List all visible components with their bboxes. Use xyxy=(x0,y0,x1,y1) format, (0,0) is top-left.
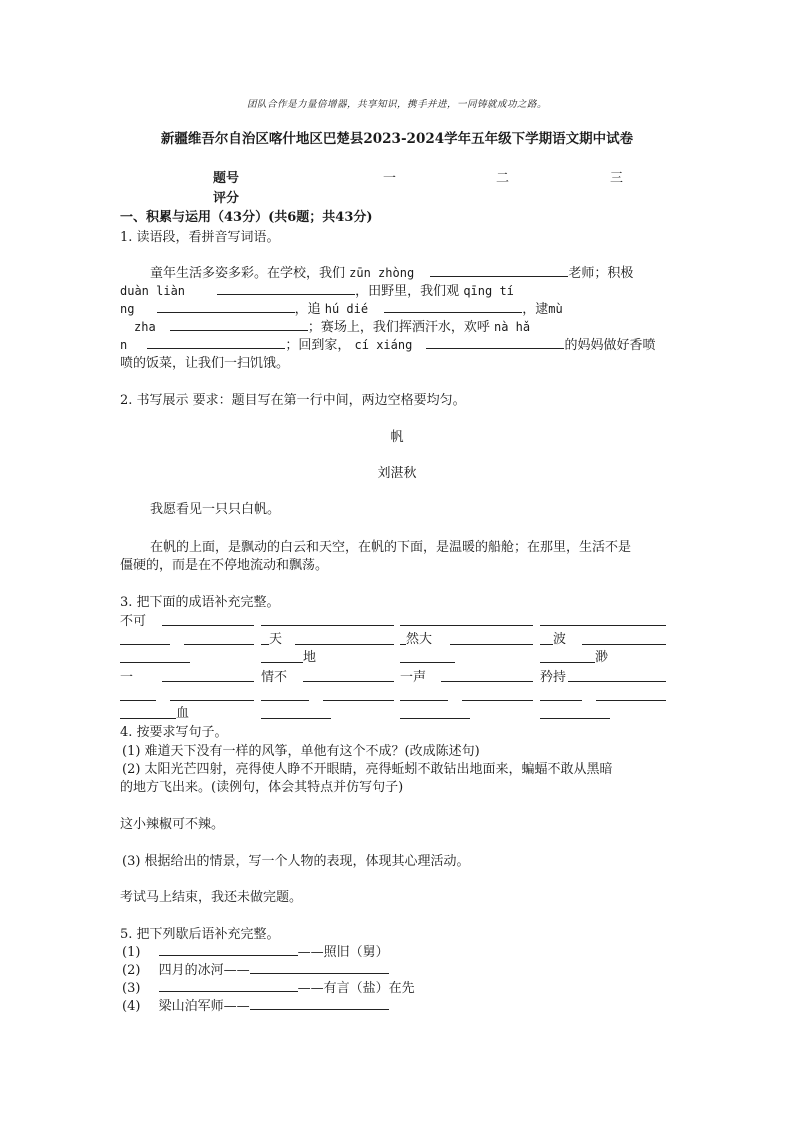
idiom-blank[interactable] xyxy=(400,718,470,719)
q1-line5-end: 的妈妈做好香喷 xyxy=(564,338,656,353)
q5-item-4-text: 梁山泊军师—— xyxy=(158,999,250,1014)
q4-example-sentence: 这小辣椒可不辣。 xyxy=(120,817,225,832)
question-3-prompt: 3. 把下面的成语补充完整。 xyxy=(120,595,280,610)
idiom-blank[interactable] xyxy=(400,700,448,701)
q4-item-2a: (2) 太阳光芒四射，亮得使人睁不开眼睛，亮得蚯蚓不敢钻出地面来，蝙蝠不敢从黑暗 xyxy=(122,762,613,777)
q1-line5-mid: ；回到家， xyxy=(285,338,351,353)
idiom-char: 然大 xyxy=(406,632,433,647)
poem-paragraph-2a: 在帆的上面，是飘动的白云和天空，在帆的下面，是温暖的船舱；在那里，生活不是 xyxy=(150,540,632,555)
idiom-blank[interactable] xyxy=(261,625,394,626)
idiom-char: 地 xyxy=(303,650,317,665)
q5-item-2-text: 四月的冰河—— xyxy=(158,963,250,978)
idiom-char: 不可 xyxy=(120,614,147,629)
idiom-blank[interactable] xyxy=(596,700,666,701)
idiom-blank[interactable] xyxy=(184,644,254,645)
q1-pinyin-mu: mù xyxy=(548,302,563,316)
q1-pinyin-hudie: hú dié xyxy=(324,302,369,316)
q5-blank-2[interactable] xyxy=(250,960,389,974)
q5-item-1-text: ——照旧（舅） xyxy=(297,945,389,960)
idiom-blank[interactable] xyxy=(568,681,666,682)
idiom-char: 矜持 xyxy=(540,670,567,685)
idiom-blank[interactable] xyxy=(540,625,666,626)
q1-line3-mid: ，追 xyxy=(294,302,321,317)
section-heading: 一、积累与运用（43分）(共6题；共43分) xyxy=(120,210,373,225)
idiom-blank[interactable] xyxy=(120,644,170,645)
poem-author: 刘湛秋 xyxy=(377,466,417,481)
q4-scenario: 考试马上结束，我还未做完题。 xyxy=(120,890,303,905)
q1-line-2 xyxy=(120,280,514,299)
q4-item-3: (3) 根据给出的情景，写一个人物的表现，体现其心理活动。 xyxy=(122,854,470,869)
header-motto: 团队合作是力量倍增器，共享知识，携手并进，一同铸就成功之路。 xyxy=(246,99,547,110)
q1-blank-6[interactable] xyxy=(147,335,285,349)
idiom-blank[interactable] xyxy=(261,718,331,719)
idiom-blank[interactable] xyxy=(170,700,254,701)
idiom-blank[interactable] xyxy=(261,644,269,645)
page-title: 新疆维吾尔自治区喀什地区巴楚县2023-2024学年五年级下学期语文期中试卷 xyxy=(160,131,634,147)
poem-paragraph-2b: 僵硬的，而是在不停地流动和飘荡。 xyxy=(120,558,329,573)
q5-blank-3[interactable] xyxy=(159,978,298,992)
q5-blank-4[interactable] xyxy=(250,996,389,1010)
q1-pinyin-cixiang: cí xiáng xyxy=(354,338,413,352)
idiom-blank[interactable] xyxy=(450,644,533,645)
q5-item-3-number: (3) xyxy=(122,981,141,996)
idiom-blank[interactable] xyxy=(441,681,533,682)
q1-pinyin-zha: zha xyxy=(134,320,156,334)
q1-line-6: 喷的饭菜，让我们一扫饥饿。 xyxy=(120,356,290,371)
idiom-blank[interactable] xyxy=(261,662,303,663)
q1-blank-1[interactable] xyxy=(430,263,568,277)
idiom-blank[interactable] xyxy=(540,718,610,719)
q5-item-3 xyxy=(122,977,415,996)
q5-item-1-number: (1) xyxy=(122,945,141,960)
q1-pinyin-n: n xyxy=(120,338,128,352)
idiom-blank[interactable] xyxy=(120,718,176,719)
q5-item-4-number: (4) xyxy=(122,999,141,1014)
idiom-blank[interactable] xyxy=(295,644,394,645)
q5-item-2 xyxy=(122,959,389,978)
q5-item-4 xyxy=(122,995,389,1014)
q1-blank-5[interactable] xyxy=(170,317,308,331)
q1-line1-end: 老师；积极 xyxy=(568,266,634,281)
idiom-char: 渺 xyxy=(595,650,609,665)
q1-pinyin-duanlian: duàn liàn xyxy=(120,284,186,298)
question-5-prompt: 5. 把下列歇后语补充完整。 xyxy=(120,927,280,942)
q1-blank-3[interactable] xyxy=(157,299,295,313)
q5-item-3-text: ——有言（盐）在先 xyxy=(297,981,415,996)
question-2-prompt: 2. 书写展示 要求：题目写在第一行中间，两边空格要均匀。 xyxy=(120,393,466,408)
question-4-prompt: 4. 按要求写句子。 xyxy=(120,725,228,740)
idiom-blank[interactable] xyxy=(162,625,254,626)
idiom-char: 波 xyxy=(553,632,567,647)
score-table-col-2: 二 xyxy=(496,171,510,186)
idiom-blank[interactable] xyxy=(162,681,254,682)
score-table-col-label: 题号 xyxy=(213,171,240,186)
idiom-blank[interactable] xyxy=(540,662,595,663)
idiom-blank[interactable] xyxy=(540,700,582,701)
q1-blank-7[interactable] xyxy=(426,335,564,349)
q1-line-3 xyxy=(120,298,563,317)
idiom-blank[interactable] xyxy=(120,700,156,701)
idiom-char: 天 xyxy=(269,632,283,647)
idiom-blank[interactable] xyxy=(462,700,533,701)
q1-line-1 xyxy=(150,262,633,281)
q1-line2-mid: ，田野里，我们观 xyxy=(355,284,460,299)
idiom-blank[interactable] xyxy=(120,662,190,663)
q5-item-1 xyxy=(122,941,389,960)
q1-line1-text: 童年生活多姿多彩。在学校，我们 xyxy=(150,266,346,281)
q1-pinyin-nahan: nà hǎ xyxy=(493,320,531,334)
q1-pinyin-ng: ng xyxy=(120,302,135,316)
score-table-row-label: 评分 xyxy=(213,191,240,206)
q1-blank-4[interactable] xyxy=(384,299,522,313)
idiom-blank[interactable] xyxy=(261,700,309,701)
idiom-blank[interactable] xyxy=(582,644,666,645)
q4-item-1: (1) 难道天下没有一样的风筝，单他有这个不成？(改成陈述句) xyxy=(122,744,480,759)
q1-blank-2[interactable] xyxy=(217,281,355,295)
idiom-char: 一 xyxy=(120,670,134,685)
question-1-prompt: 1. 读语段，看拼音写词语。 xyxy=(120,230,280,245)
poem-title: 帆 xyxy=(390,430,404,445)
idiom-blank[interactable] xyxy=(400,662,455,663)
q5-item-2-number: (2) xyxy=(122,963,141,978)
score-table-col-1: 一 xyxy=(383,171,397,186)
idiom-char: 血 xyxy=(176,706,190,721)
q1-line-5 xyxy=(120,334,655,353)
score-table-col-3: 三 xyxy=(610,171,624,186)
idiom-char: 一声 xyxy=(400,670,427,685)
idiom-char: 情不 xyxy=(261,670,288,685)
q1-line4-mid: ；赛场上，我们挥洒汗水，欢呼 xyxy=(307,320,490,335)
poem-paragraph-1: 我愿看见一只只白帆。 xyxy=(150,502,281,517)
idiom-blank[interactable] xyxy=(540,644,553,645)
q1-line3-end: ，逮 xyxy=(522,302,549,317)
idiom-blank[interactable] xyxy=(303,681,394,682)
q1-pinyin-qingting: qīng tí xyxy=(463,284,514,298)
q4-item-2b: 的地方飞出来。(读例句，体会其特点并仿写句子) xyxy=(120,780,404,795)
q5-blank-1[interactable] xyxy=(159,942,298,956)
idiom-blank[interactable] xyxy=(400,625,533,626)
q1-pinyin-zunzhong: zūn zhòng xyxy=(349,266,415,280)
q1-line-4 xyxy=(134,316,530,335)
idiom-blank[interactable] xyxy=(323,700,394,701)
